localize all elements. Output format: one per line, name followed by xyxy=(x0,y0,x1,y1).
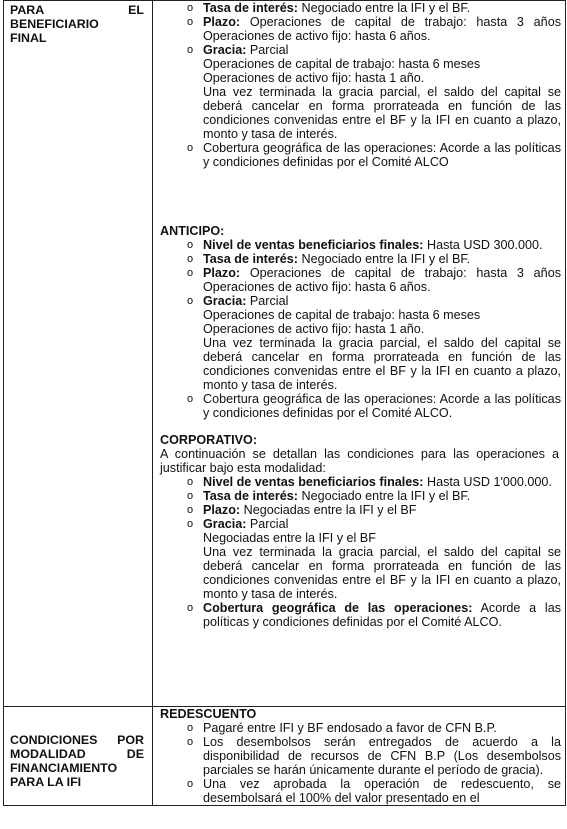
item-term: Nivel de ventas beneficiarios finales: xyxy=(203,475,424,489)
item-term: Tasa de interés: xyxy=(203,1,298,15)
list-item xyxy=(157,238,561,252)
bullet-icon: o xyxy=(186,44,194,56)
item-text: Acorde a las políticas y condiciones definidas por el Comité ALCO. xyxy=(203,601,562,629)
row-label-line: FINANCIAMIENTO xyxy=(10,761,118,775)
list-item xyxy=(157,475,561,489)
item-text: Parcial xyxy=(246,43,289,57)
list-item xyxy=(157,15,561,43)
bullet-icon: o xyxy=(186,267,194,279)
list-item xyxy=(157,294,561,392)
row-label-line: PARA EL xyxy=(10,3,144,17)
bullet-icon: o xyxy=(186,722,194,734)
group-anticipo xyxy=(153,224,565,420)
section-heading: REDESCUENTO xyxy=(160,707,257,721)
section-heading: ANTICIPO: xyxy=(160,224,225,238)
item-text: Negociado entre la IFI y el BF. xyxy=(297,252,471,266)
item-term: Nivel de ventas beneficiarios finales: xyxy=(203,238,424,252)
bullet-icon: o xyxy=(186,490,194,502)
list-item xyxy=(157,43,561,141)
item-text: Negociadas entre la IFI y el BF xyxy=(240,503,417,517)
item-term: Gracia: xyxy=(203,294,247,308)
list-item xyxy=(157,601,561,629)
group-corporativo xyxy=(153,433,565,629)
bullet-icon: o xyxy=(186,393,194,405)
row-label-line: CONDICIONES POR xyxy=(10,733,144,747)
item-detail: Una vez terminada la gracia parcial, el saldo del capital se deberá cancelar en forma prorrateada en función de las condiciones convenidas entre el BF y la IFI en cuanto a plazo, monto y tasa de interés. xyxy=(203,336,561,392)
item-term: Plazo: xyxy=(203,15,241,29)
section-heading: CORPORATIVO: xyxy=(160,433,258,447)
bullet-icon: o xyxy=(186,476,194,488)
item-text: Cobertura geográfica de las operaciones: Acorde a las políticas y condiciones definidas por el Comité ALCO xyxy=(203,141,561,169)
list-item xyxy=(157,392,561,420)
bullet-icon: o xyxy=(186,602,194,614)
item-text: Hasta USD 1'000.000. xyxy=(423,475,552,489)
item-text: Negociado entre la IFI y el BF. xyxy=(297,489,471,503)
bullet-icon: o xyxy=(186,142,194,154)
list-item xyxy=(157,735,561,777)
item-text: Hasta USD 300.000. xyxy=(423,238,543,252)
item-text: Operaciones de capital de trabajo: hasta 3 años Operaciones de activo fijo: hasta 6 años. xyxy=(203,266,561,294)
table-row xyxy=(4,707,566,806)
row-label-line: MODALIDAD DE xyxy=(10,747,144,761)
bullet-icon: o xyxy=(186,295,194,307)
item-term: Tasa de interés: xyxy=(203,489,298,503)
list-item xyxy=(157,721,561,735)
group-beneficiario xyxy=(153,1,565,169)
row-label-cell xyxy=(4,1,153,707)
item-text: Negociado entre la IFI y el BF. xyxy=(297,1,471,15)
list-item xyxy=(157,777,561,805)
item-term: Tasa de interés: xyxy=(203,252,298,266)
bullet-icon: o xyxy=(186,253,194,265)
item-text: Parcial xyxy=(246,294,289,308)
item-detail: Negociadas entre la IFI y el BF xyxy=(203,531,376,545)
item-text: Operaciones de capital de trabajo: hasta 3 años Operaciones de activo fijo: hasta 6 años. xyxy=(203,15,561,43)
row-content-cell xyxy=(153,1,566,707)
list-item xyxy=(157,252,561,266)
item-detail: Operaciones de capital de trabajo: hasta 6 meses xyxy=(203,308,481,322)
conditions-table xyxy=(3,0,566,806)
item-term: Cobertura geográfica de las operaciones: xyxy=(203,601,473,615)
list-item xyxy=(157,517,561,601)
item-text: Los desembolsos serán entregados de acuerdo a la disponibilidad de recursos de CFN B.P (Los desembolsos parciales se harán únicamente durante el período de gracia). xyxy=(203,735,561,777)
list-item xyxy=(157,141,561,169)
item-term: Gracia: xyxy=(203,517,247,531)
item-detail: Una vez terminada la gracia parcial, el saldo del capital se deberá cancelar en forma prorrateada en función de las condiciones convenidas entre el BF y la IFI en cuanto a plazo, monto y tasa de interés. xyxy=(203,85,561,141)
bullet-icon: o xyxy=(186,504,194,516)
list-item xyxy=(157,503,561,517)
item-term: Plazo: xyxy=(203,503,241,517)
table-row xyxy=(4,1,566,707)
item-text: Cobertura geográfica de las operaciones: Acorde a las políticas y condiciones definidas por el Comité ALCO. xyxy=(203,392,561,420)
bullet-icon: o xyxy=(186,239,194,251)
bullet-icon: o xyxy=(186,778,194,790)
bullet-icon: o xyxy=(186,736,194,748)
row-label-line: FINAL xyxy=(10,31,47,45)
item-detail: Operaciones de activo fijo: hasta 1 año. xyxy=(203,71,425,85)
bullet-icon: o xyxy=(186,518,194,530)
group-redescuento xyxy=(153,707,565,805)
item-text: Pagaré entre IFI y BF endosado a favor de CFN B.P. xyxy=(203,721,497,735)
row-label-line: PARA LA IFI xyxy=(10,775,82,789)
row-content-cell xyxy=(153,707,566,806)
item-detail: Operaciones de capital de trabajo: hasta 6 meses xyxy=(203,57,481,71)
item-term: Gracia: xyxy=(203,43,247,57)
list-item xyxy=(157,489,561,503)
bullet-icon: o xyxy=(186,2,194,14)
item-text: Parcial xyxy=(246,517,289,531)
bullet-icon: o xyxy=(186,16,194,28)
list-item xyxy=(157,266,561,294)
row-label-line: BENEFICIARIO xyxy=(10,17,99,31)
item-detail: Operaciones de activo fijo: hasta 1 año. xyxy=(203,322,425,336)
row-label-cell xyxy=(4,707,153,806)
item-text: Una vez aprobada la operación de redescuento, se desembolsará el 100% del valor presentado en el xyxy=(203,777,561,805)
item-detail: Una vez terminada la gracia parcial, el saldo del capital se deberá cancelar en forma prorrateada en función de las condiciones convenidas entre el BF y la IFI en cuanto a plazo, monto y tasa de interés. xyxy=(203,545,561,601)
list-item xyxy=(157,1,561,15)
section-intro: A continuación se detallan las condiciones para las operaciones a justificar bajo esta modalidad: xyxy=(160,447,559,475)
item-term: Plazo: xyxy=(203,266,241,280)
